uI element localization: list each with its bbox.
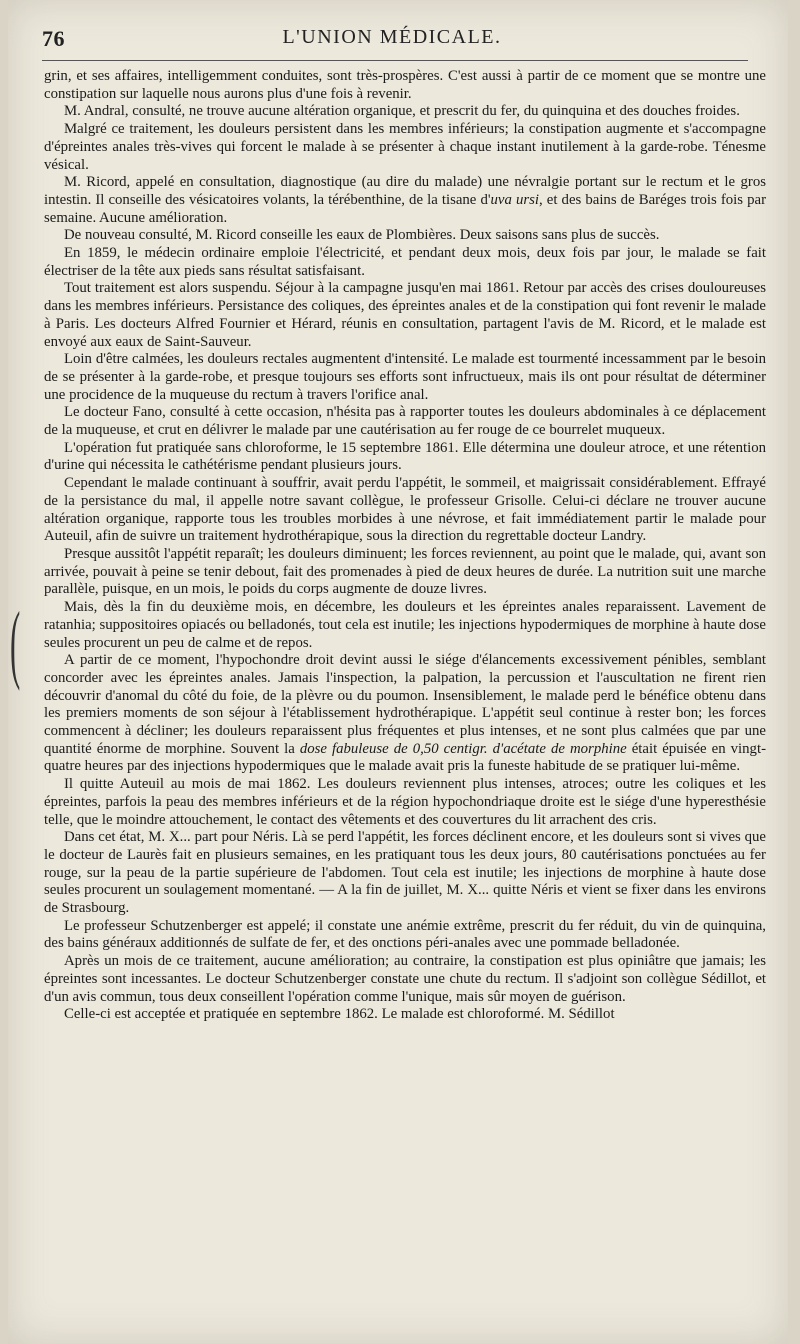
paragraph: Il quitte Auteuil au mois de mai 1862. Les douleurs reviennent plus intenses, atroces; outre les coliques et les épreintes, parfois la peau des membres inférieurs et de la région hypochondriaque droite est le siége d'une hyperesthésie telle, que le moindre attouchement, le contact des vêtements et des couvertures du lit arrachent des cris. — [44, 776, 766, 828]
paragraph: Mais, dès la fin du deuxième mois, en décembre, les douleurs et les épreintes anales reparaissent. Lavement de ratanhia; suppositoires opiacés ou belladonés, tout cela est inutile; les injections hypodermiques de morphine à haute dose seules procurent un peu de calme et de repos. — [44, 599, 766, 651]
paragraph-text: M. Ricord, appelé en consultation, diagnostique (au dire du malade) une névralgie portant sur le rectum et le gros intestin. Il conseille des vésicatoires volants, la térébenthine, de la tisane d' — [44, 174, 766, 208]
italic-text: dose fabuleuse de 0,50 centigr. d'acétate de morphine — [299, 740, 627, 757]
paragraph: Celle-ci est acceptée et pratiquée en septembre 1862. Le malade est chloroformé. M. Sédillot — [64, 1006, 615, 1023]
paragraph: Presque aussitôt l'appétit reparaît; les douleurs diminuent; les forces reviennent, au point que le malade, qui, avant son arrivée, pouvait à peine se tenir debout, fait des promenades à pied de deux heures de durée. La nutrition suit une marche parallèle, puisque, en un mois, le poids du corps augmente de douze livres. — [44, 545, 766, 598]
paragraph-text: était épuisée en vingt-quatre heures par des injections hypodermiques que le malade avait pris la funeste habitude de se pratiquer lui-même. — [44, 740, 766, 775]
paragraph: grin, et ses affaires, intelligemment conduites, sont très-prospères. C'est aussi à partir de ce moment que se montre une constipation sur laquelle nous aurons plus d'une fois à revenir. — [44, 68, 766, 102]
paragraph-text: , et des bains de Baréges trois fois par semaine. Aucune amélioration. — [44, 191, 767, 226]
paragraph — [44, 652, 766, 776]
paragraph: Loin d'être calmées, les douleurs rectales augmentent d'intensité. Le malade est tourmenté incessamment par le besoin de se présenter à la garde-robe, et presque toujours ses efforts sont infructueux, mais ils ont pour résultat de déterminer une procidence de la muqueuse du rectum à travers l'orifice anal. — [44, 351, 766, 403]
paragraph: M. Andral, consulté, ne trouve aucune altération organique, et prescrit du fer, du quinquina et des douches froides. — [64, 103, 740, 120]
header-rule — [42, 60, 748, 61]
paragraph: Le professeur Schutzenberger est appelé; il constate une anémie extrême, prescrit du fer réduit, du vin de quinquina, des bains généraux additionnés de sulfate de fer, et des onctions péri-anales avec une pommade belladonée. — [44, 917, 766, 952]
margin-bracket-mark: ( — [10, 595, 21, 692]
paragraph: De nouveau consulté, M. Ricord conseille les eaux de Plombières. Deux saisons sans plus de succès. — [64, 227, 660, 244]
running-title: L'UNION MÉDICALE. — [282, 26, 502, 48]
paragraph: Dans cet état, M. X... part pour Néris. Là se perd l'appétit, les forces déclinent encore, et les douleurs sont si vives que le docteur de Laurès fait en plusieurs semaines, en les pratiquant tous les deux jours, 80 cautérisations ponctuées au fer rouge, sur la peau de la partie supérieure de l'abdomen. Tout cela est inutile; les injections de morphine à haute dose seules procurent un soulagement momentané. — A la fin de juillet, M. X... quitte Néris et vient se fixer dans les environs de Strasbourg. — [44, 829, 766, 917]
italic-text: uva ursi — [490, 191, 540, 208]
body-text — [44, 68, 766, 1024]
paragraph: Après un mois de ce traitement, aucune amélioration; au contraire, la constipation est plus opiniâtre que jamais; les épreintes sont incessantes. Le docteur Schutzenberger constate une chute du rectum. Il s'adjoint son collègue Sédillot, et d'un avis commun, tous deux conseillent l'opération comme l'unique, mais sûr moyen de guérison. — [44, 953, 766, 1005]
page-header — [36, 24, 748, 56]
paragraph: Malgré ce traitement, les douleurs persistent dans les membres inférieurs; la constipation augmente et s'accompagne d'épreintes anales très-vives qui forcent le malade à se présenter à chaque instant inutilement à la garde-robe. Ténesme vésical. — [44, 121, 766, 173]
paragraph: Cependant le malade continuant à souffrir, avait perdu l'appétit, le sommeil, et maigrissait considérablement. Effrayé de la persistance du mal, il appelle notre savant collègue, le professeur Grisolle. Celui-ci déclare ne trouver aucune altération organique, rapporte tous les troubles morbides à une névrose, et fait immédiatement partir le malade pour Auteuil, afin de suivre un traitement hydrothérapique, sous la direction du regrettable docteur Landry. — [44, 475, 766, 545]
book-page — [8, 0, 788, 1344]
paragraph-text: A partir de ce moment, l'hypochondre droit devint aussi le siége d'élancements excessivement pénibles, semblant concorder avec les épreintes anales. Jamais l'inspection, la palpation, la percussion et l'auscultation ne firent rien découvrir d'anomal du côté du foie, de la plèvre ou du poumon. Insensiblement, le malade perd le bénéfice obtenu dans les premiers moments de son séjour à l'établissement hydrothérapique. L'appétit seul continue à rester bon; les forces commencent à décliner; les douleurs reparaissent plus fréquentes et plus intenses, et ne sont plus calmées que par une quantité énorme de morphine. Souvent la — [44, 652, 766, 757]
paragraph: En 1859, le médecin ordinaire emploie l'électricité, et pendant deux mois, deux fois par jour, le malade se fait électriser de la tête aux pieds sans résultat satisfaisant. — [44, 245, 766, 279]
paragraph: Le docteur Fano, consulté à cette occasion, n'hésita pas à rapporter toutes les douleurs abdominales à ce déplacement de la muqueuse, et crut en délivrer le malade par une cautérisation au fer rouge de ce bourrelet muqueux. — [44, 404, 766, 439]
paragraph — [44, 174, 766, 227]
page-number: 76 — [42, 26, 65, 51]
paragraph: L'opération fut pratiquée sans chloroforme, le 15 septembre 1861. Elle détermina une douleur atroce, et une rétention d'urine qui nécessita le cathétérisme pendant plusieurs jours. — [44, 439, 766, 474]
paragraph: Tout traitement est alors suspendu. Séjour à la campagne jusqu'en mai 1861. Retour par accès des crises douloureuses dans les membres inférieurs. Persistance des coliques, des épreintes anales et de la constipation qui font revenir le malade à Paris. Les docteurs Alfred Fournier et Hérard, réunis en consultation, partagent l'avis de M. Ricord, et le malade est envoyé aux eaux de Saint-Sauveur. — [44, 280, 766, 350]
